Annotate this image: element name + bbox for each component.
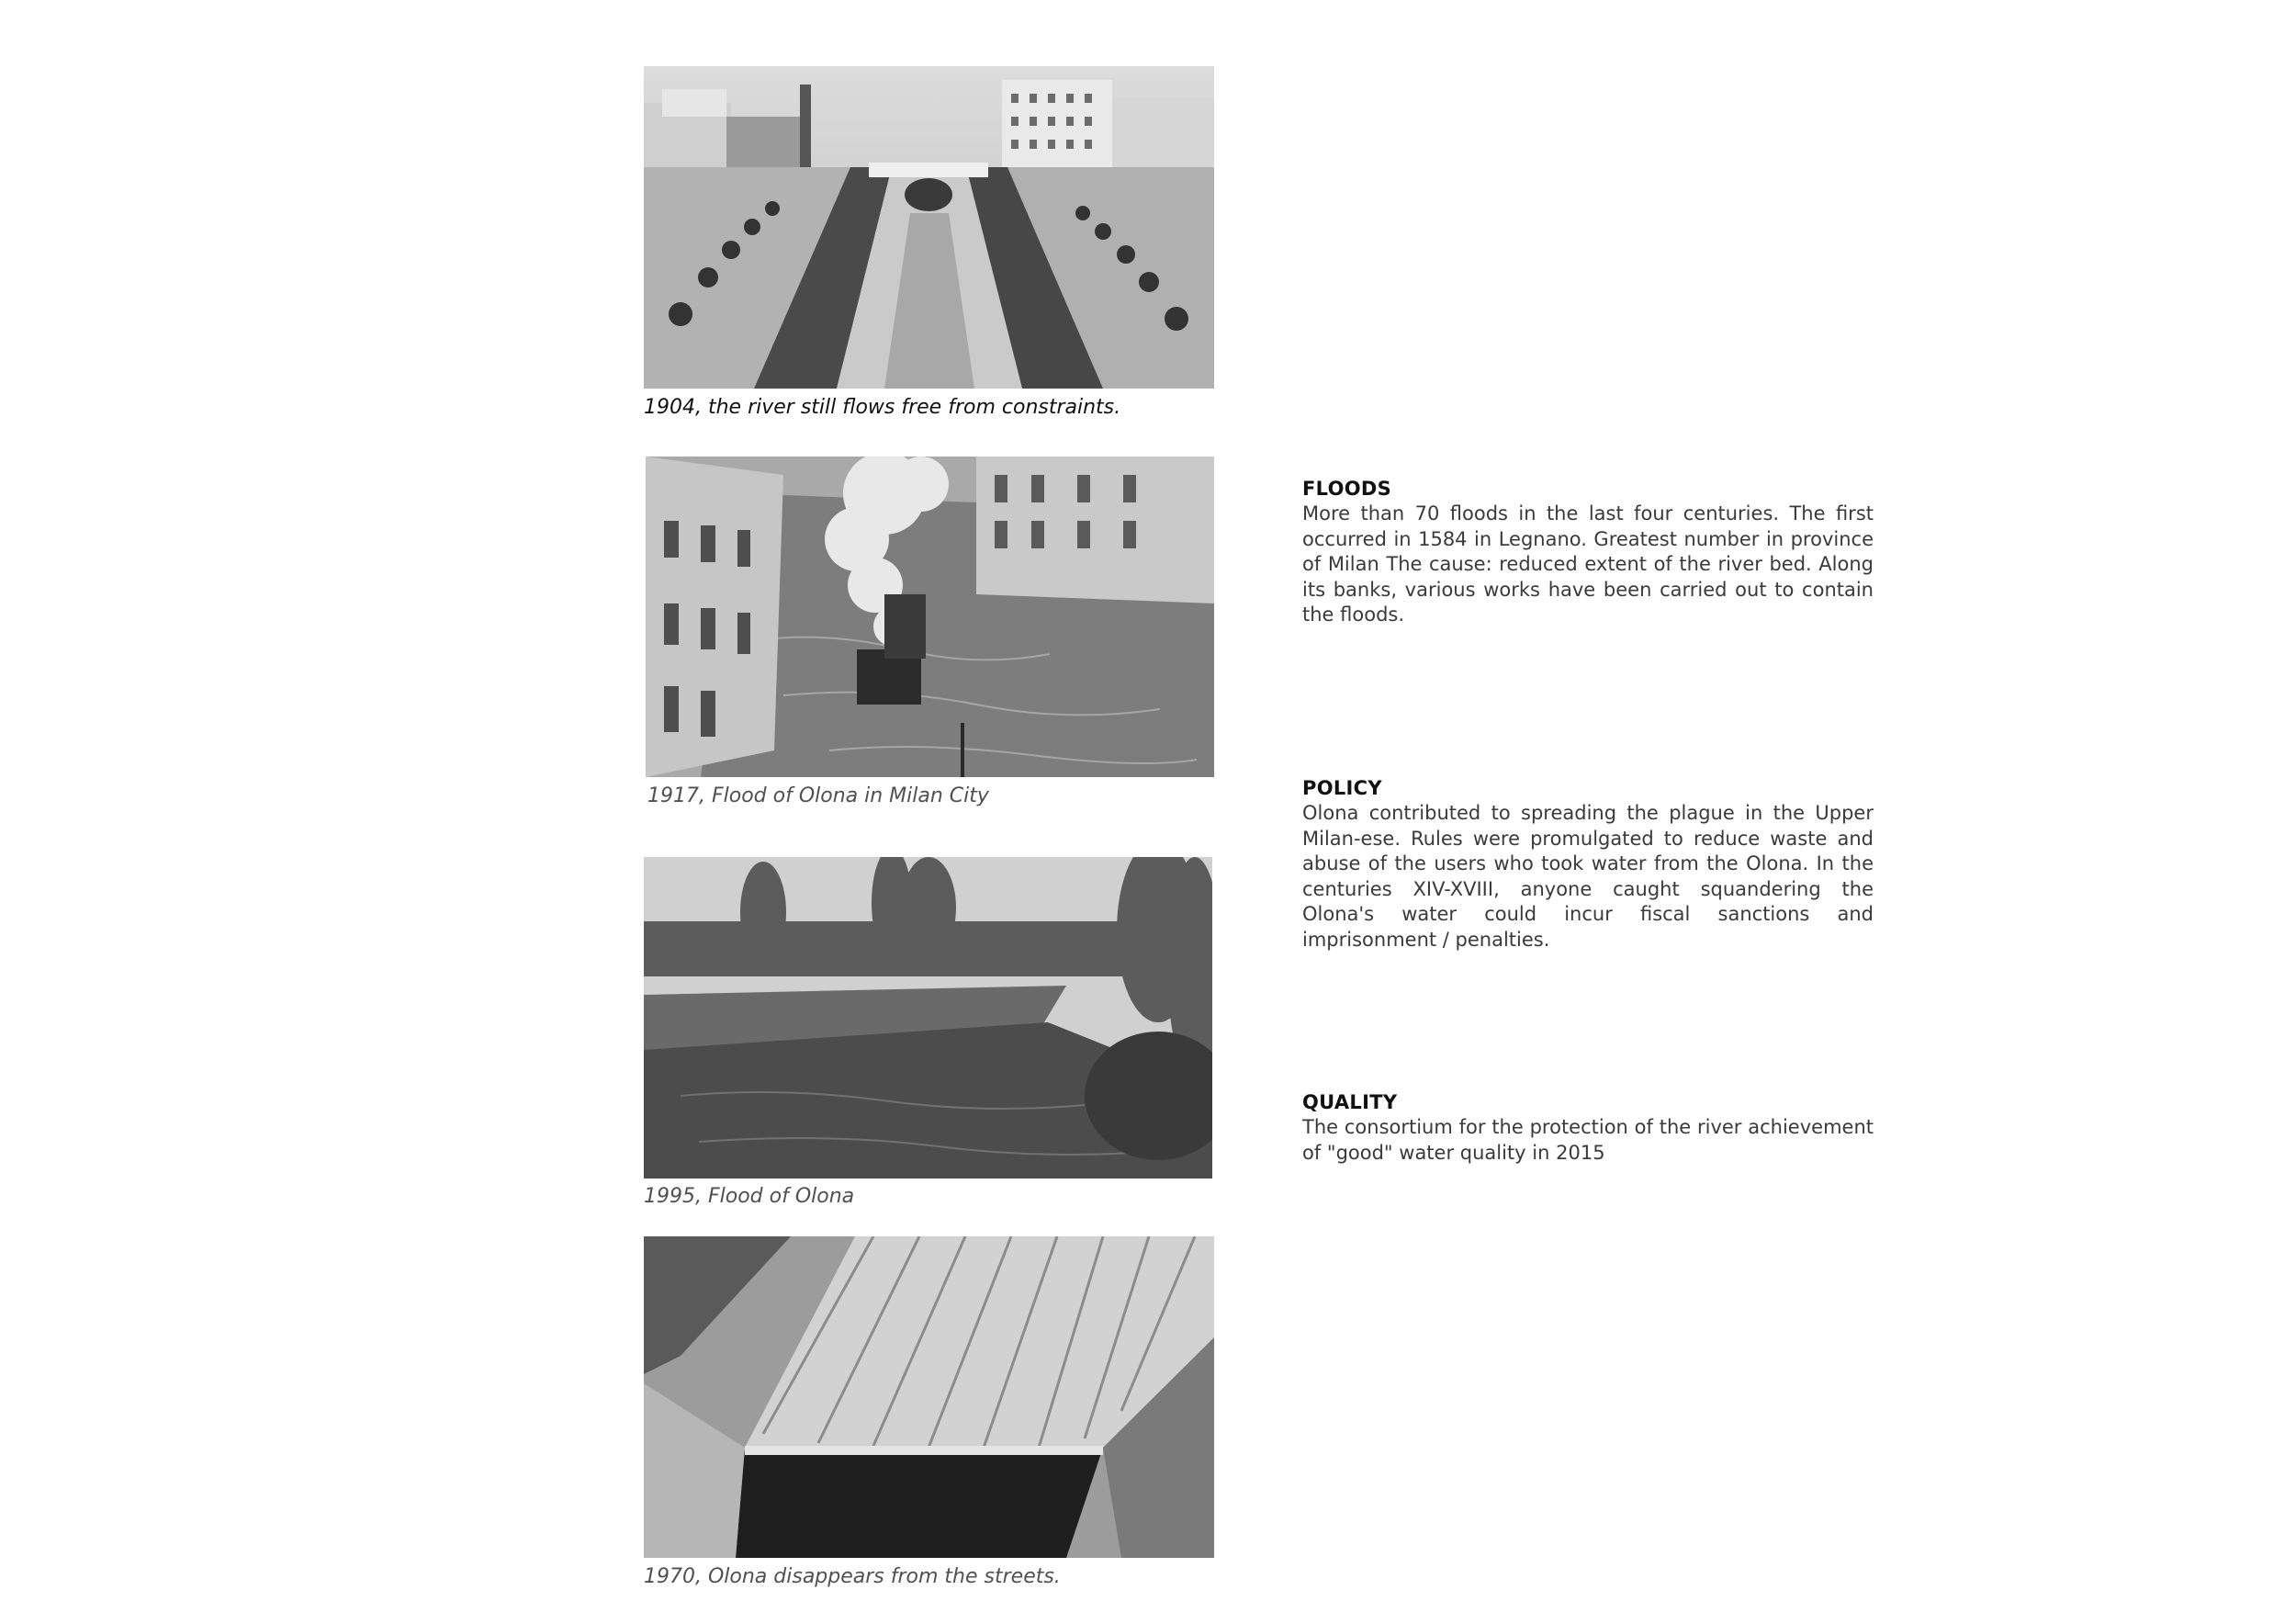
photo-caption: 1904, the river still flows free from constraints. (644, 396, 1121, 419)
photo-caption: 1995, Flood of Olona (644, 1185, 855, 1208)
section-body: The consortium for the protection of the river achievement of "good" water quality in 2015 (1302, 1116, 1874, 1164)
photo-1995-flood (644, 857, 1212, 1179)
photo-1917-flood (646, 457, 1214, 777)
photo-1970-covering (644, 1236, 1214, 1558)
photo-caption: 1970, Olona disappears from the streets. (644, 1565, 1061, 1588)
section-body: Olona contributed to spreading the plague in the Upper Milan-ese. Rules were promulgated to reduce waste and abuse of the users who took water from the Olona. In the centuries XIV-XVIII, anyone caught squandering the Olona's water could incur fiscal sanctions and imprisonment / penalties. (1302, 802, 1874, 951)
section-title: QUALITY (1302, 1091, 1398, 1113)
photo-1904-canal (644, 66, 1214, 389)
section-floods (1302, 477, 1874, 628)
section-title: FLOODS (1302, 478, 1392, 500)
section-title: POLICY (1302, 777, 1382, 799)
section-body: More than 70 floods in the last four centuries. The first occurred in 1584 in Legnano. Greatest number in province of Milan The cause: reduced extent of the river bed. Along its banks, various works have been carried out to contain the floods. (1302, 502, 1874, 626)
section-policy (1302, 776, 1874, 953)
photo-caption: 1917, Flood of Olona in Milan City (647, 784, 989, 807)
section-quality (1302, 1090, 1874, 1166)
